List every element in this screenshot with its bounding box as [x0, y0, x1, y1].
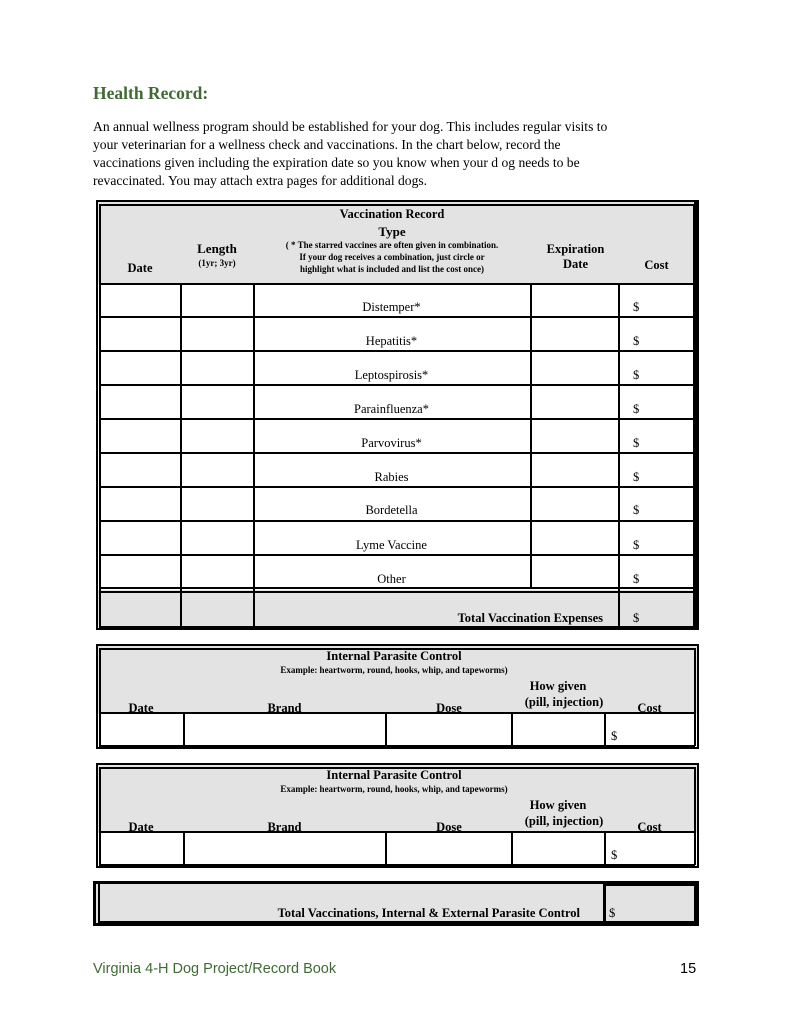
vaccination-record-title: Vaccination Record: [339, 207, 445, 221]
table-rule: [530, 283, 532, 589]
expiration-column-header: Expiration: [546, 242, 605, 256]
table-rule: [99, 452, 693, 454]
table-rule: [385, 712, 387, 746]
table-rule: [694, 648, 696, 746]
table-rule: [99, 626, 693, 628]
table-rule: [693, 204, 695, 628]
parasite-how-header: How given: [529, 679, 587, 693]
parasite-how-subheader: (pill, injection): [524, 814, 604, 828]
vaccine-cost: $: [633, 503, 640, 517]
type-note-line: ( * The starred vaccines are often given in combination.: [285, 240, 499, 250]
vaccine-type-bordetella: Bordetella: [365, 503, 418, 517]
parasite-cost-header: Cost: [637, 820, 662, 834]
table-rule: [385, 831, 387, 865]
page-number: 15: [680, 961, 697, 977]
vaccine-cost: $: [633, 470, 640, 484]
table-rule: [604, 712, 606, 746]
parasite-brand-header: Brand: [267, 820, 302, 834]
table-rule: [183, 831, 185, 865]
intro-line: vaccinations given including the expiration date so you know when your d og needs to be: [93, 155, 580, 170]
parasite-how-subheader: (pill, injection): [524, 695, 604, 709]
table-rule: [98, 921, 696, 923]
table-rule: [604, 831, 606, 865]
date-column-header: Date: [127, 261, 153, 275]
parasite-example: Example: heartworm, round, hooks, whip, and tapeworms): [280, 665, 508, 675]
parasite-dose-header: Dose: [436, 701, 462, 715]
vaccine-type-other: Other: [377, 572, 406, 586]
vaccine-cost: $: [633, 538, 640, 552]
type-column-header: Type: [378, 224, 406, 239]
vaccine-cost: $: [633, 300, 640, 314]
table-rule: [99, 204, 101, 628]
vaccine-type-leptospirosis: Leptospirosis*: [354, 368, 429, 382]
table-rule: [99, 520, 693, 522]
vaccine-cost: $: [633, 368, 640, 382]
table-rule: [99, 554, 693, 556]
table-rule: [99, 316, 693, 318]
grand-total-label: Total Vaccinations, Internal & External Parasite Control: [277, 906, 580, 920]
table-rule: [694, 767, 696, 865]
vaccine-cost: $: [633, 572, 640, 586]
intro-paragraph: [93, 118, 703, 190]
parasite-date-header: Date: [128, 820, 154, 834]
table-rule: [99, 418, 693, 420]
intro-line: your veterinarian for a wellness check and vaccinations. In the chart below, record the: [93, 137, 561, 152]
parasite-how-header: How given: [529, 798, 587, 812]
type-note-line: highlight what is included and list the cost once): [299, 264, 485, 274]
table-rule: [99, 587, 693, 589]
vaccine-type-parvovirus: Parvovirus*: [361, 436, 422, 450]
total-vaccination-cost: $: [633, 611, 640, 625]
table-rule: [99, 591, 693, 593]
parasite-date-header: Date: [128, 701, 154, 715]
vaccine-type-parainfluenza: Parainfluenza*: [354, 402, 429, 416]
parasite-table-title: Internal Parasite Control: [326, 768, 462, 782]
length-column-header: Length: [197, 241, 237, 256]
intro-line: An annual wellness program should be established for your dog. This includes regular visits to: [93, 119, 608, 134]
parasite-dose-header: Dose: [436, 820, 462, 834]
table-rule: [618, 283, 620, 628]
vaccine-cost: $: [633, 402, 640, 416]
vaccine-type-rabies: Rabies: [374, 470, 409, 484]
parasite-cost-value: $: [611, 729, 618, 743]
intro-line: revaccinated. You may attach extra pages for additional dogs.: [93, 173, 428, 188]
table-rule: [180, 283, 182, 628]
vaccine-type-distemper: Distemper*: [362, 300, 421, 314]
table-rule: [99, 204, 693, 206]
expiration-column-header: Date: [563, 257, 588, 271]
grand-total-cost: $: [609, 906, 616, 920]
parasite-table-title: Internal Parasite Control: [326, 649, 462, 663]
table-rule: [99, 384, 693, 386]
vaccine-type-lyme: Lyme Vaccine: [356, 538, 427, 552]
type-note-line: If your dog receives a combination, just circle or: [299, 252, 485, 262]
vaccine-type-hepatitis: Hepatitis*: [365, 334, 418, 348]
parasite-example: Example: heartworm, round, hooks, whip, and tapeworms): [280, 784, 508, 794]
footer-title: Virginia 4-H Dog Project/Record Book: [93, 961, 337, 977]
grand-total-cost-box: [603, 884, 696, 923]
parasite-brand-header: Brand: [267, 701, 302, 715]
table-rule: [511, 831, 513, 865]
length-column-subheader: (1yr; 3yr): [198, 258, 236, 268]
table-rule: [511, 712, 513, 746]
total-vaccination-label: Total Vaccination Expenses: [457, 611, 603, 625]
table-rule: [99, 350, 693, 352]
parasite-cost-value: $: [611, 848, 618, 862]
parasite-cost-header: Cost: [637, 701, 662, 715]
page-heading: Health Record:: [93, 83, 209, 103]
vaccine-cost: $: [633, 334, 640, 348]
table-rule: [99, 283, 693, 285]
table-rule: [183, 712, 185, 746]
table-rule: [99, 486, 693, 488]
vaccine-cost: $: [633, 436, 640, 450]
cost-column-header: Cost: [644, 258, 669, 272]
